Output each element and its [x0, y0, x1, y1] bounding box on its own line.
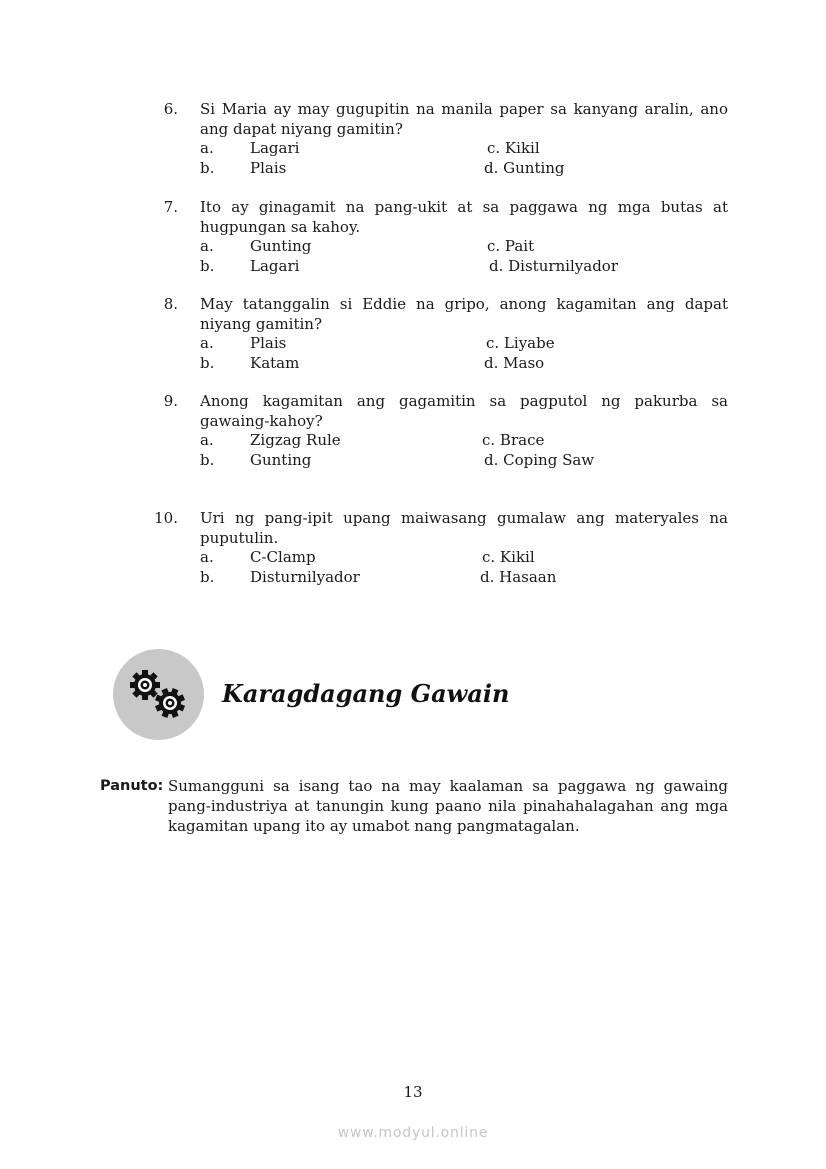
question-text: May tatanggalin si Eddie na gripo, anong kagamitan ang dapat niyang gamitin? [200, 295, 728, 333]
option-c: c. Liyabe [486, 334, 555, 352]
option-letter-a: a. [200, 334, 214, 352]
question-number: 9. [163, 392, 178, 410]
option-d: d. Disturnilyador [489, 256, 618, 275]
option-row [200, 431, 728, 451]
option-b: Gunting [250, 450, 312, 469]
option-b: Plais [250, 158, 287, 177]
option-row [200, 451, 728, 471]
option-row [200, 159, 728, 179]
question-9 [150, 392, 728, 470]
option-a: C-Clamp [250, 548, 316, 566]
option-letter-a: a. [200, 548, 214, 566]
option-b: Lagari [250, 256, 300, 275]
option-letter-a: a. [200, 139, 214, 157]
option-letter-a: a. [200, 237, 214, 255]
instructions-text: Sumangguni sa isang tao na may kaalaman sa paggawa ng gawaing pang-industriya at tanungin kung paano nila pinahahalagahan ang mga kagamitan upang ito ay umabot nang pangmatagalan. [168, 777, 728, 835]
gears-icon-graphic [113, 649, 204, 740]
page-number: 13 [403, 1083, 423, 1101]
option-c: c. Kikil [487, 139, 540, 157]
option-letter-b: b. [200, 450, 215, 469]
option-letter-a: a. [200, 431, 214, 449]
option-row [200, 139, 728, 159]
option-d: d. Coping Saw [484, 450, 595, 469]
question-7 [150, 198, 728, 276]
option-row [200, 334, 728, 354]
option-a: Lagari [250, 139, 300, 157]
option-letter-b: b. [200, 256, 215, 275]
instructions [100, 776, 728, 836]
option-a: Zigzag Rule [250, 431, 341, 449]
option-letter-b: b. [200, 353, 215, 372]
question-10 [150, 509, 728, 587]
question-text: Ito ay ginagamit na pang-ukit at sa paggawa ng mga butas at hugpungan sa kahoy. [200, 198, 728, 236]
option-row [200, 568, 728, 588]
option-d: d. Maso [484, 353, 545, 372]
question-number: 6. [163, 100, 178, 118]
instructions-label: Panuto: [100, 778, 164, 794]
option-row [200, 237, 728, 257]
question-number: 8. [163, 295, 178, 313]
option-d: d. Hasaan [480, 567, 557, 586]
option-d: d. Gunting [484, 158, 565, 177]
question-number: 10. [154, 509, 178, 527]
option-c: c. Kikil [482, 548, 535, 566]
question-text: Si Maria ay may gugupitin na manila paper sa kanyang aralin, ano ang dapat niyang gamitin? [200, 100, 728, 138]
option-c: c. Brace [482, 431, 545, 449]
watermark: www.modyul.online [337, 1125, 489, 1141]
question-number: 7. [163, 198, 178, 216]
section-title: Karagdagang Gawain [222, 679, 510, 708]
option-letter-b: b. [200, 567, 215, 586]
gears-icon [113, 649, 204, 740]
option-c: c. Pait [487, 237, 535, 255]
question-6 [150, 100, 728, 178]
question-text: Anong kagamitan ang gagamitin sa pagputol ng pakurba sa gawaing-kahoy? [200, 392, 728, 430]
option-row [200, 354, 728, 374]
option-b: Katam [250, 353, 300, 372]
option-row [200, 548, 728, 568]
option-row [200, 257, 728, 277]
question-8 [150, 295, 728, 373]
option-b: Disturnilyador [250, 567, 360, 586]
option-a: Gunting [250, 237, 312, 255]
option-a: Plais [250, 334, 287, 352]
question-text: Uri ng pang-ipit upang maiwasang gumalaw ang materyales na puputulin. [200, 509, 728, 547]
option-letter-b: b. [200, 158, 215, 177]
